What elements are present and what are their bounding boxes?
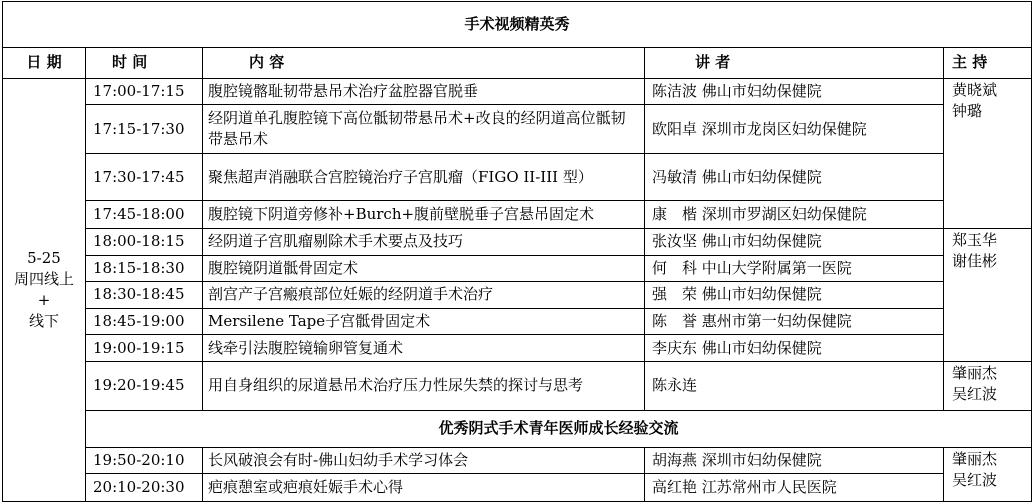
row-speaker: 李庆东 佛山市妇幼保健院	[645, 335, 944, 362]
row-time: 19:00-19:15	[86, 335, 203, 362]
row-speaker: 强 荣 佛山市妇幼保健院	[645, 282, 944, 309]
row-speaker: 冯敏清 佛山市妇幼保健院	[645, 154, 944, 201]
row-content: 经阴道单孔腹腔镜下高位骶韧带悬吊术+改良的经阴道高位骶韧带悬吊术	[203, 105, 645, 154]
row-time: 18:15-18:30	[86, 255, 203, 282]
date-line-1: 5-25	[27, 248, 61, 267]
host-name: 钟璐	[952, 101, 983, 120]
host-name: 吴红波	[952, 470, 998, 489]
row-time: 18:00-18:15	[86, 228, 203, 255]
row-speaker: 陈 誉 惠州市第一妇幼保健院	[645, 308, 944, 335]
header-time: 时 间	[86, 48, 203, 79]
header-content: 内 容	[203, 48, 645, 79]
row-time: 19:20-19:45	[86, 361, 203, 410]
host-name: 黄晓斌	[952, 80, 998, 99]
row-content: 腹腔镜阴道骶骨固定术	[203, 255, 645, 282]
row-content: 经阴道子宫肌瘤剔除术手术要点及技巧	[203, 228, 645, 255]
row-content: 剖宫产子宫瘢痕部位妊娠的经阴道手术治疗	[203, 282, 645, 309]
header-speaker: 讲 者	[645, 48, 944, 79]
host-name: 肇丽杰	[952, 363, 998, 382]
row-content: 腹腔镜下阴道旁修补+Burch+腹前壁脱垂子宫悬吊固定术	[203, 201, 645, 229]
header-host: 主 持	[944, 48, 1032, 79]
row-time: 20:10-20:30	[86, 474, 203, 502]
row-speaker: 何 科 中山大学附属第一医院	[645, 255, 944, 282]
row-speaker: 高红艳 江苏常州市人民医院	[645, 474, 944, 502]
date-line-4: 线下	[28, 311, 59, 330]
row-speaker: 张汝坚 佛山市妇幼保健院	[645, 228, 944, 255]
row-speaker: 康 楷 深圳市罗湖区妇幼保健院	[645, 201, 944, 229]
schedule-table	[2, 1, 1032, 502]
row-time: 17:30-17:45	[86, 154, 203, 201]
header-date: 日 期	[3, 48, 86, 79]
row-time: 19:50-20:10	[86, 447, 203, 474]
host-name: 肇丽杰	[952, 449, 998, 468]
row-speaker: 胡海燕 深圳市妇幼保健院	[645, 447, 944, 474]
host-cell	[944, 447, 1032, 501]
row-time: 17:00-17:15	[86, 78, 203, 105]
row-speaker: 陈洁波 佛山市妇幼保健院	[645, 78, 944, 105]
host-name: 谢佳彬	[952, 251, 998, 270]
date-line-3: +	[37, 290, 51, 309]
row-content: 长风破浪会有时-佛山妇幼手术学习体会	[203, 447, 645, 474]
row-speaker: 陈永连	[645, 361, 944, 410]
host-name: 郑玉华	[952, 230, 998, 249]
row-time: 17:45-18:00	[86, 201, 203, 229]
row-content: Mersilene Tape子宫骶骨固定术	[203, 308, 645, 335]
host-cell	[944, 78, 1032, 228]
section-title: 优秀阴式手术青年医师成长经验交流	[86, 410, 1032, 447]
row-content: 聚焦超声消融联合宫腔镜治疗子宫肌瘤（FIGO II-III 型）	[203, 154, 645, 201]
date-line-2: 周四线上	[13, 269, 74, 288]
date-cell	[3, 78, 86, 501]
row-time: 18:45-19:00	[86, 308, 203, 335]
host-name: 吴红波	[952, 384, 998, 403]
row-time: 17:15-17:30	[86, 105, 203, 154]
host-cell	[944, 361, 1032, 410]
row-content: 疤痕憩室或疤痕妊娠手术心得	[203, 474, 645, 502]
row-time: 18:30-18:45	[86, 282, 203, 309]
row-content: 线牵引法腹腔镜输卵管复通术	[203, 335, 645, 362]
row-content: 用自身组织的尿道悬吊术治疗压力性尿失禁的探讨与思考	[203, 361, 645, 410]
host-cell	[944, 228, 1032, 361]
row-speaker: 欧阳卓 深圳市龙岗区妇幼保健院	[645, 105, 944, 154]
table-title: 手术视频精英秀	[3, 2, 1032, 48]
row-content: 腹腔镜髂耻韧带悬吊术治疗盆腔器官脱垂	[203, 78, 645, 105]
